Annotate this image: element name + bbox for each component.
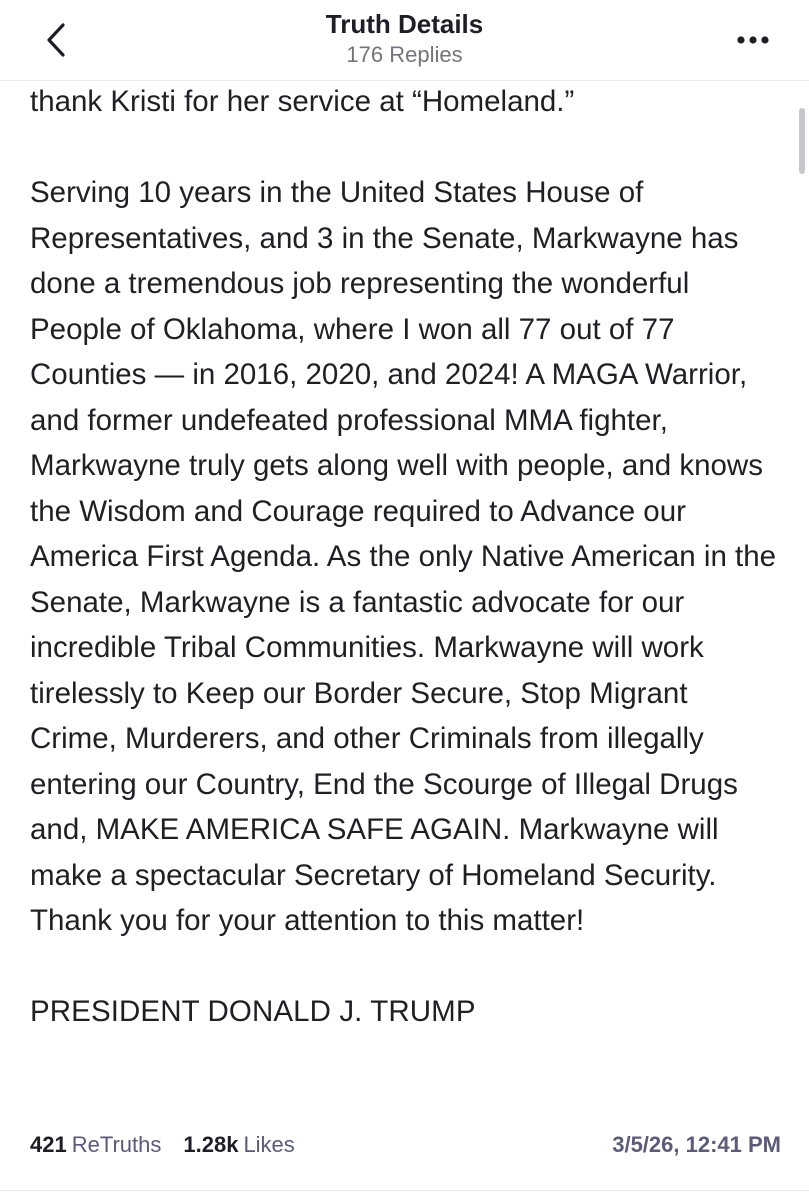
likes-stat[interactable]	[183, 1132, 294, 1158]
retruths-label: ReTruths	[71, 1132, 162, 1157]
reply-count[interactable]: 176 Replies	[346, 42, 463, 67]
likes-count: 1.28k	[183, 1132, 239, 1157]
more-horizontal-icon	[736, 35, 770, 45]
post-stats-bar	[30, 1127, 781, 1163]
post-timestamp: 3/5/26, 12:41 PM	[612, 1132, 781, 1157]
scrollbar[interactable]	[799, 108, 805, 174]
post-content	[30, 79, 780, 1035]
retruths-count: 421	[30, 1132, 67, 1157]
retruths-stat[interactable]	[30, 1132, 161, 1158]
header-title-group	[0, 8, 809, 70]
engagement-stats	[30, 1132, 295, 1158]
page-title: Truth Details	[325, 9, 484, 39]
divider	[0, 1190, 809, 1191]
more-options-button[interactable]	[731, 24, 775, 56]
post-signature: PRESIDENT DONALD J. TRUMP	[30, 995, 476, 1028]
post-text-body: Serving 10 years in the United States House of Representatives, and 3 in the Senate, Markwayne has done a tremendous job representing the wonderful People of Oklahoma, where I won all 77 out of 77 Counties — in 2016, 2020, and 2024! A MAGA Warrior, and former undefeated professional MMA fighter, Markwayne truly gets along well with people, and knows the Wisdom and Courage required to Advance our America First Agenda. As the only Native American in the Senate, Markwayne is a fantastic advocate for our incredible Tribal Communities. Markwayne will work tirelessly to Keep our Border Secure, Stop Migrant Crime, Murderers, and other Criminals from illegally entering our Country, End the Scourge of Illegal Drugs and, MAKE AMERICA SAFE AGAIN. Markwayne will make a spectacular Secretary of Homeland Security. Thank you for your attention to this matter!	[30, 176, 777, 937]
post-text-partial: thank Kristi for her service at “Homeland.”	[30, 85, 575, 118]
likes-label: Likes	[243, 1132, 295, 1157]
top-nav-bar	[0, 0, 809, 81]
